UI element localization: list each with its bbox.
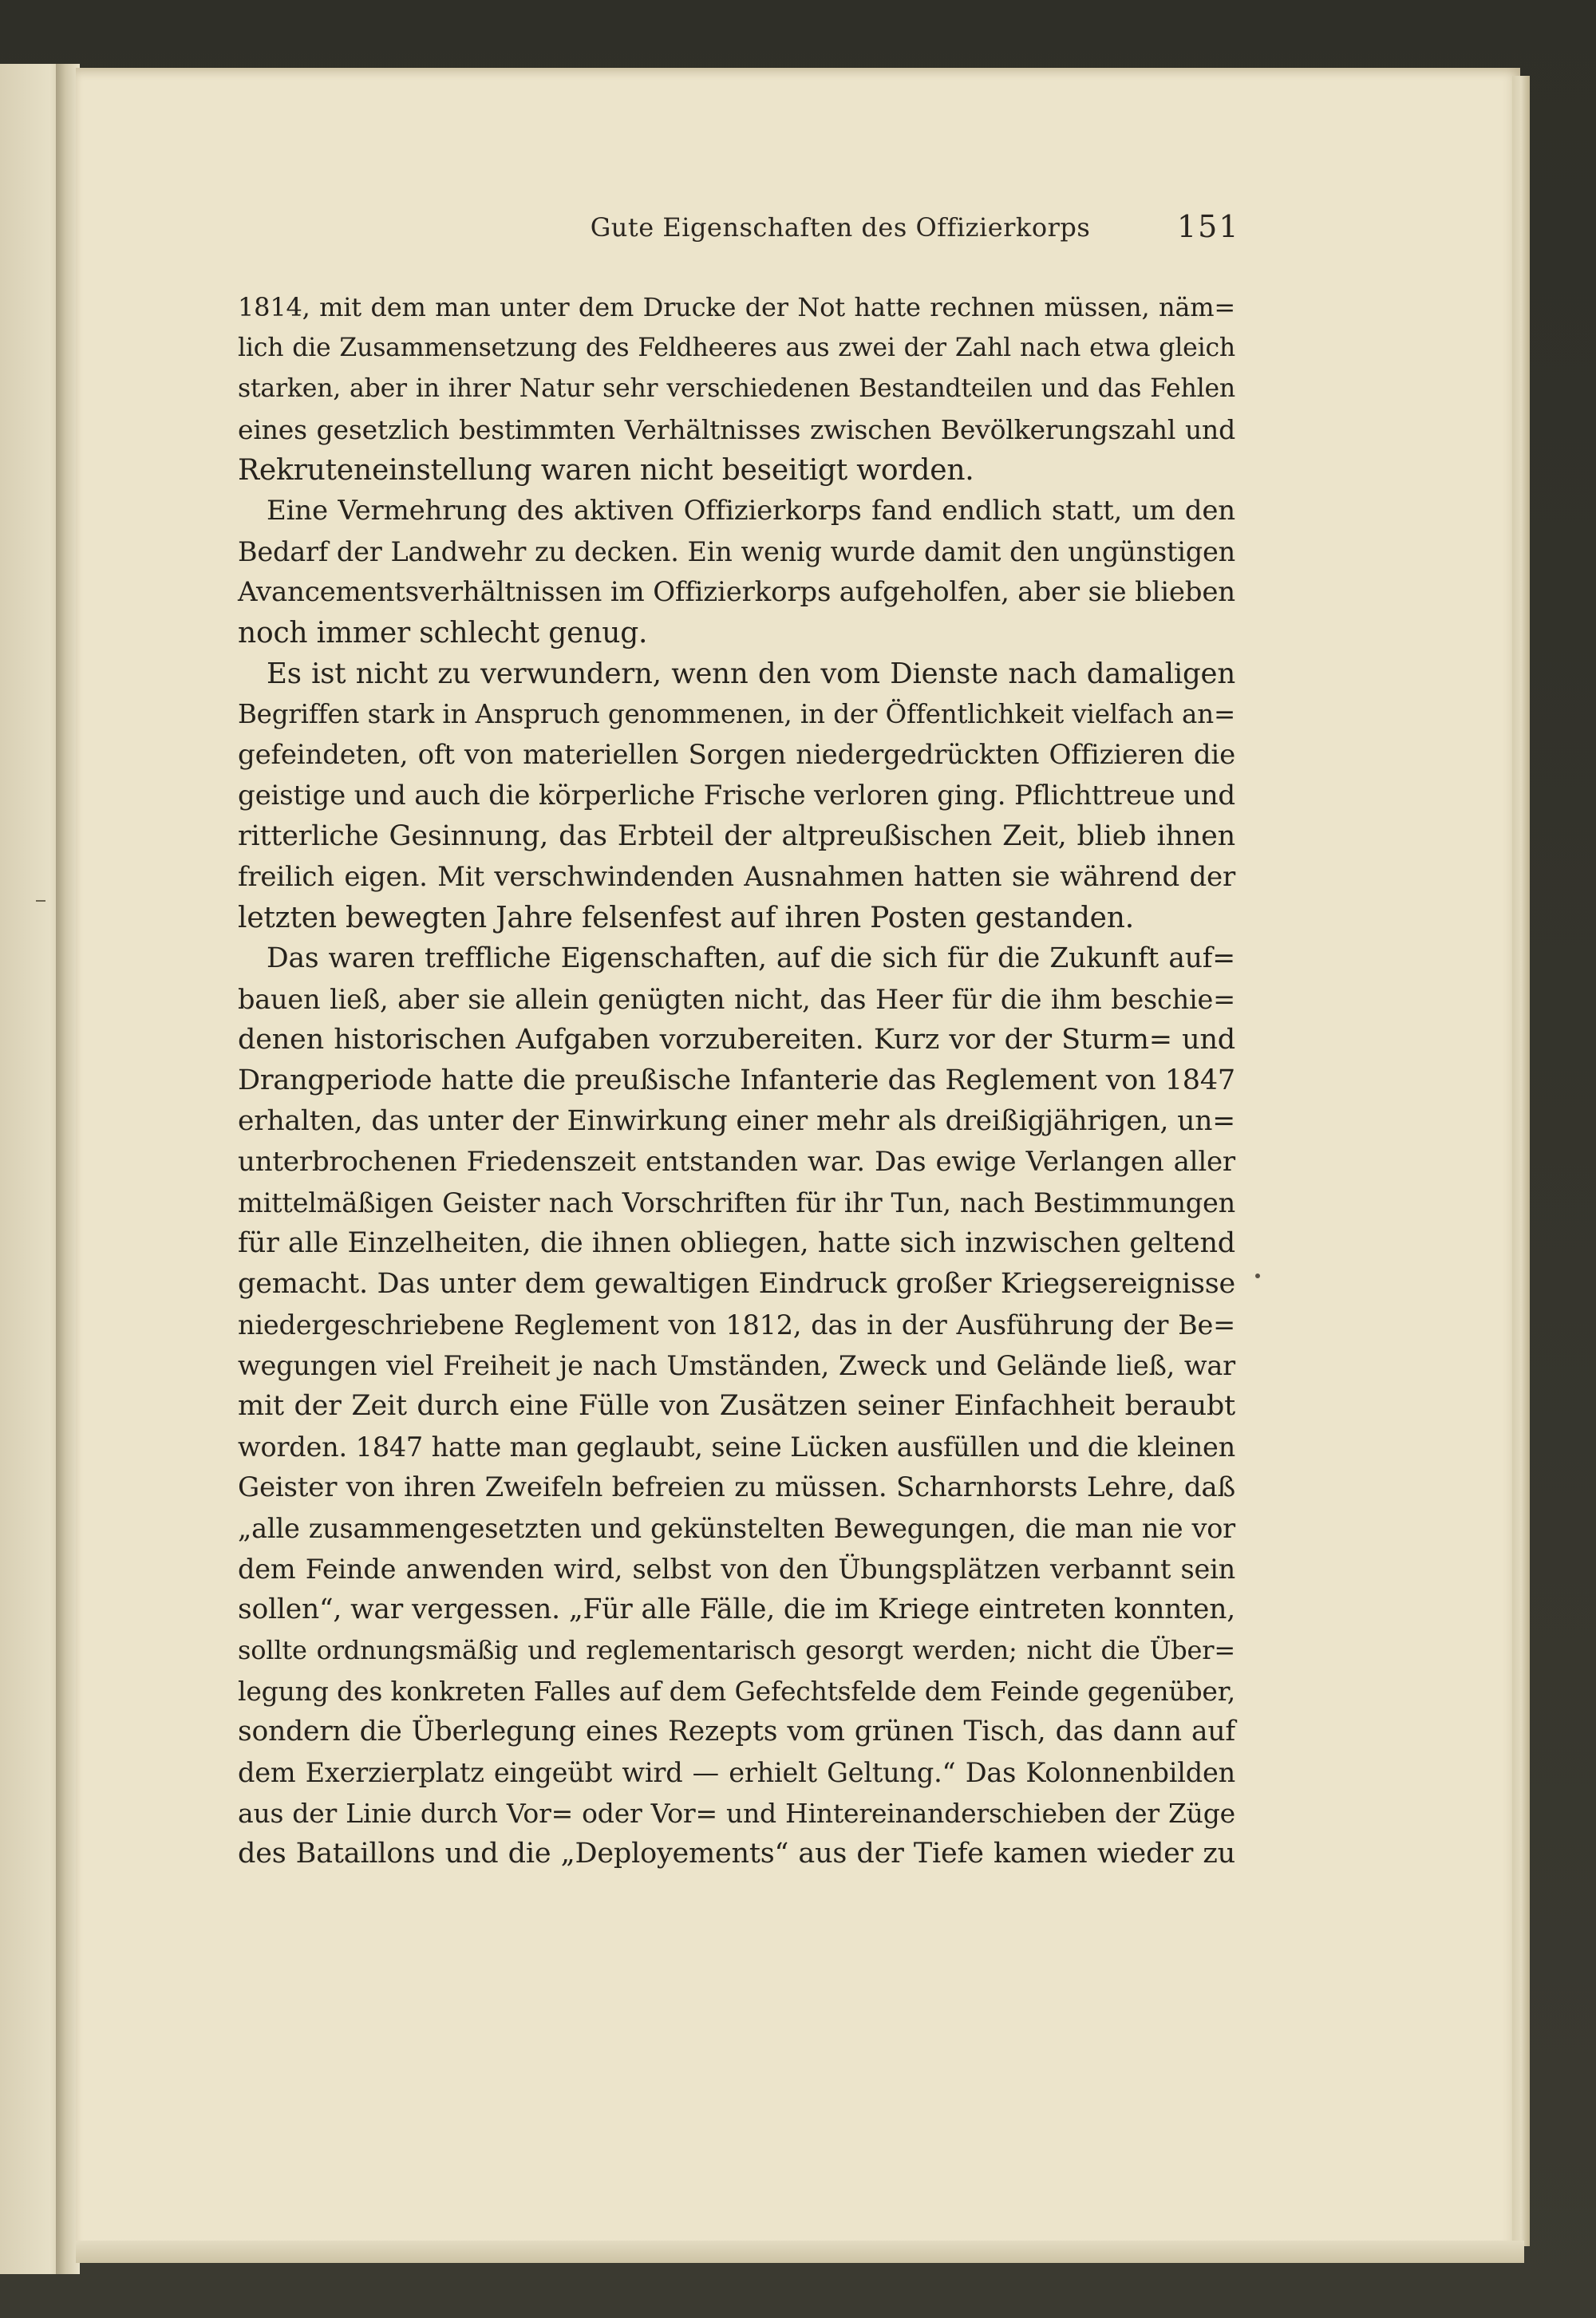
page-fore-edge — [1512, 76, 1530, 2246]
text-line: für alle Einzelheiten, die ihnen obliegen, hatte sich inzwischen geltend — [238, 1227, 1235, 1259]
text-line: Drangperiode hatte die preußische Infanterie das Reglement von 1847 — [238, 1064, 1235, 1096]
body-text — [238, 287, 1235, 1874]
text-line: noch immer schlecht genug. — [238, 617, 648, 650]
text-line: „alle zusammengesetzten und gekünstelten Bewegungen, die man nie vor — [238, 1513, 1235, 1544]
text-line: denen historischen Aufgaben vorzubereiten. Kurz vor der Sturm= und — [238, 1024, 1235, 1056]
text-line: Begriffen stark in Anspruch genommenen, in der Öffentlichkeit vielfach an= — [238, 699, 1235, 729]
text-line: mit der Zeit durch eine Fülle von Zusätzen seiner Einfachheit beraubt — [238, 1390, 1235, 1422]
text-line: mittelmäßigen Geister nach Vorschriften für ihr Tun, nach Bestimmungen — [238, 1187, 1235, 1218]
text-line: aus der Linie durch Vor= oder Vor= und Hintereinanderschieben der Züge — [238, 1798, 1235, 1829]
text-line: Es ist nicht zu verwundern, wenn den vom Dienste nach damaligen — [267, 657, 1235, 690]
page-bottom-edge — [76, 2241, 1524, 2263]
text-line: Geister von ihren Zweifeln befreien zu müssen. Scharnhorsts Lehre, daß — [238, 1471, 1235, 1503]
text-line: Bedarf der Landwehr zu decken. Ein wenig wurde damit den ungünstigen — [238, 536, 1235, 567]
text-line: ritterliche Gesinnung, das Erbteil der altpreußischen Zeit, blieb ihnen — [238, 820, 1235, 852]
text-line: bauen ließ, aber sie allein genügten nicht, das Heer für die ihm beschie= — [238, 984, 1235, 1015]
text-line: sondern die Überlegung eines Rezepts vom grünen Tisch, das dann auf — [238, 1716, 1235, 1747]
text-line: Avancementsverhältnissen im Offizierkorps aufgeholfen, aber sie blieben — [238, 576, 1235, 608]
text-line: lich die Zusammensetzung des Feldheeres aus zwei der Zahl nach etwa gleich — [238, 334, 1235, 362]
text-line: dem Exerzierplatz eingeübt wird — erhielt Geltung.“ Das Kolonnenbilden — [238, 1757, 1235, 1788]
text-line: des Bataillons und die „Deployements“ aus der Tiefe kamen wieder zu — [238, 1838, 1235, 1870]
text-line: Eine Vermehrung des aktiven Offizierkorps fand endlich statt, um den — [267, 495, 1235, 527]
text-line: 1814, mit dem man unter dem Drucke der Not hatte rechnen müssen, näm= — [238, 292, 1235, 322]
text-line: letzten bewegten Jahre felsenfest auf ihren Posten gestanden. — [238, 902, 1135, 934]
text-line: legung des konkreten Falles auf dem Gefechtsfelde dem Feinde gegenüber, — [238, 1676, 1235, 1707]
text-line: niedergeschriebene Reglement von 1812, das in der Ausführung der Be= — [238, 1309, 1235, 1341]
text-line: eines gesetzlich bestimmten Verhältnisses zwischen Bevölkerungszahl und — [238, 414, 1235, 445]
text-line: dem Feinde anwenden wird, selbst von den Übungsplätzen verbannt sein — [238, 1554, 1235, 1585]
text-line: sollen“, war vergessen. „Für alle Fälle, die im Kriege eintreten konnten, — [238, 1593, 1235, 1625]
text-line: unterbrochenen Friedenszeit entstanden war. Das ewige Verlangen aller — [238, 1146, 1235, 1178]
text-line: wegungen viel Freiheit je nach Umständen, Zweck und Gelände ließ, war — [238, 1350, 1235, 1381]
text-line: geistige und auch die körperliche Frische verloren ging. Pflichttreue und — [238, 780, 1235, 811]
text-line: Das waren treffliche Eigenschaften, auf die sich für die Zukunft auf= — [267, 942, 1235, 974]
text-line: gefeindeten, oft von materiellen Sorgen niedergedrückten Offizieren die — [238, 739, 1235, 771]
text-line: worden. 1847 hatte man geglaubt, seine Lücken ausfüllen und die kleinen — [238, 1431, 1235, 1463]
running-title: Gute Eigenschaften des Offizierkorps — [590, 212, 1091, 243]
text-line: sollte ordnungsmäßig und reglementarisch gesorgt werden; nicht die Über= — [238, 1635, 1235, 1665]
text-line: Rekruteneinstellung waren nicht beseitigt worden. — [238, 454, 974, 487]
text-line: gemacht. Das unter dem gewaltigen Eindruck großer Kriegsereignisse — [238, 1268, 1235, 1300]
page-number: 151 — [1177, 209, 1240, 244]
text-line: erhalten, das unter der Einwirkung einer mehr als dreißigjährigen, un= — [238, 1105, 1235, 1137]
margin-mark — [36, 900, 45, 902]
text-line: starken, aber in ihrer Natur sehr verschiedenen Bestandteilen und das Fehlen — [238, 374, 1235, 403]
margin-dot — [1255, 1274, 1260, 1278]
text-line: freilich eigen. Mit verschwindenden Ausnahmen hatten sie während der — [238, 861, 1235, 893]
